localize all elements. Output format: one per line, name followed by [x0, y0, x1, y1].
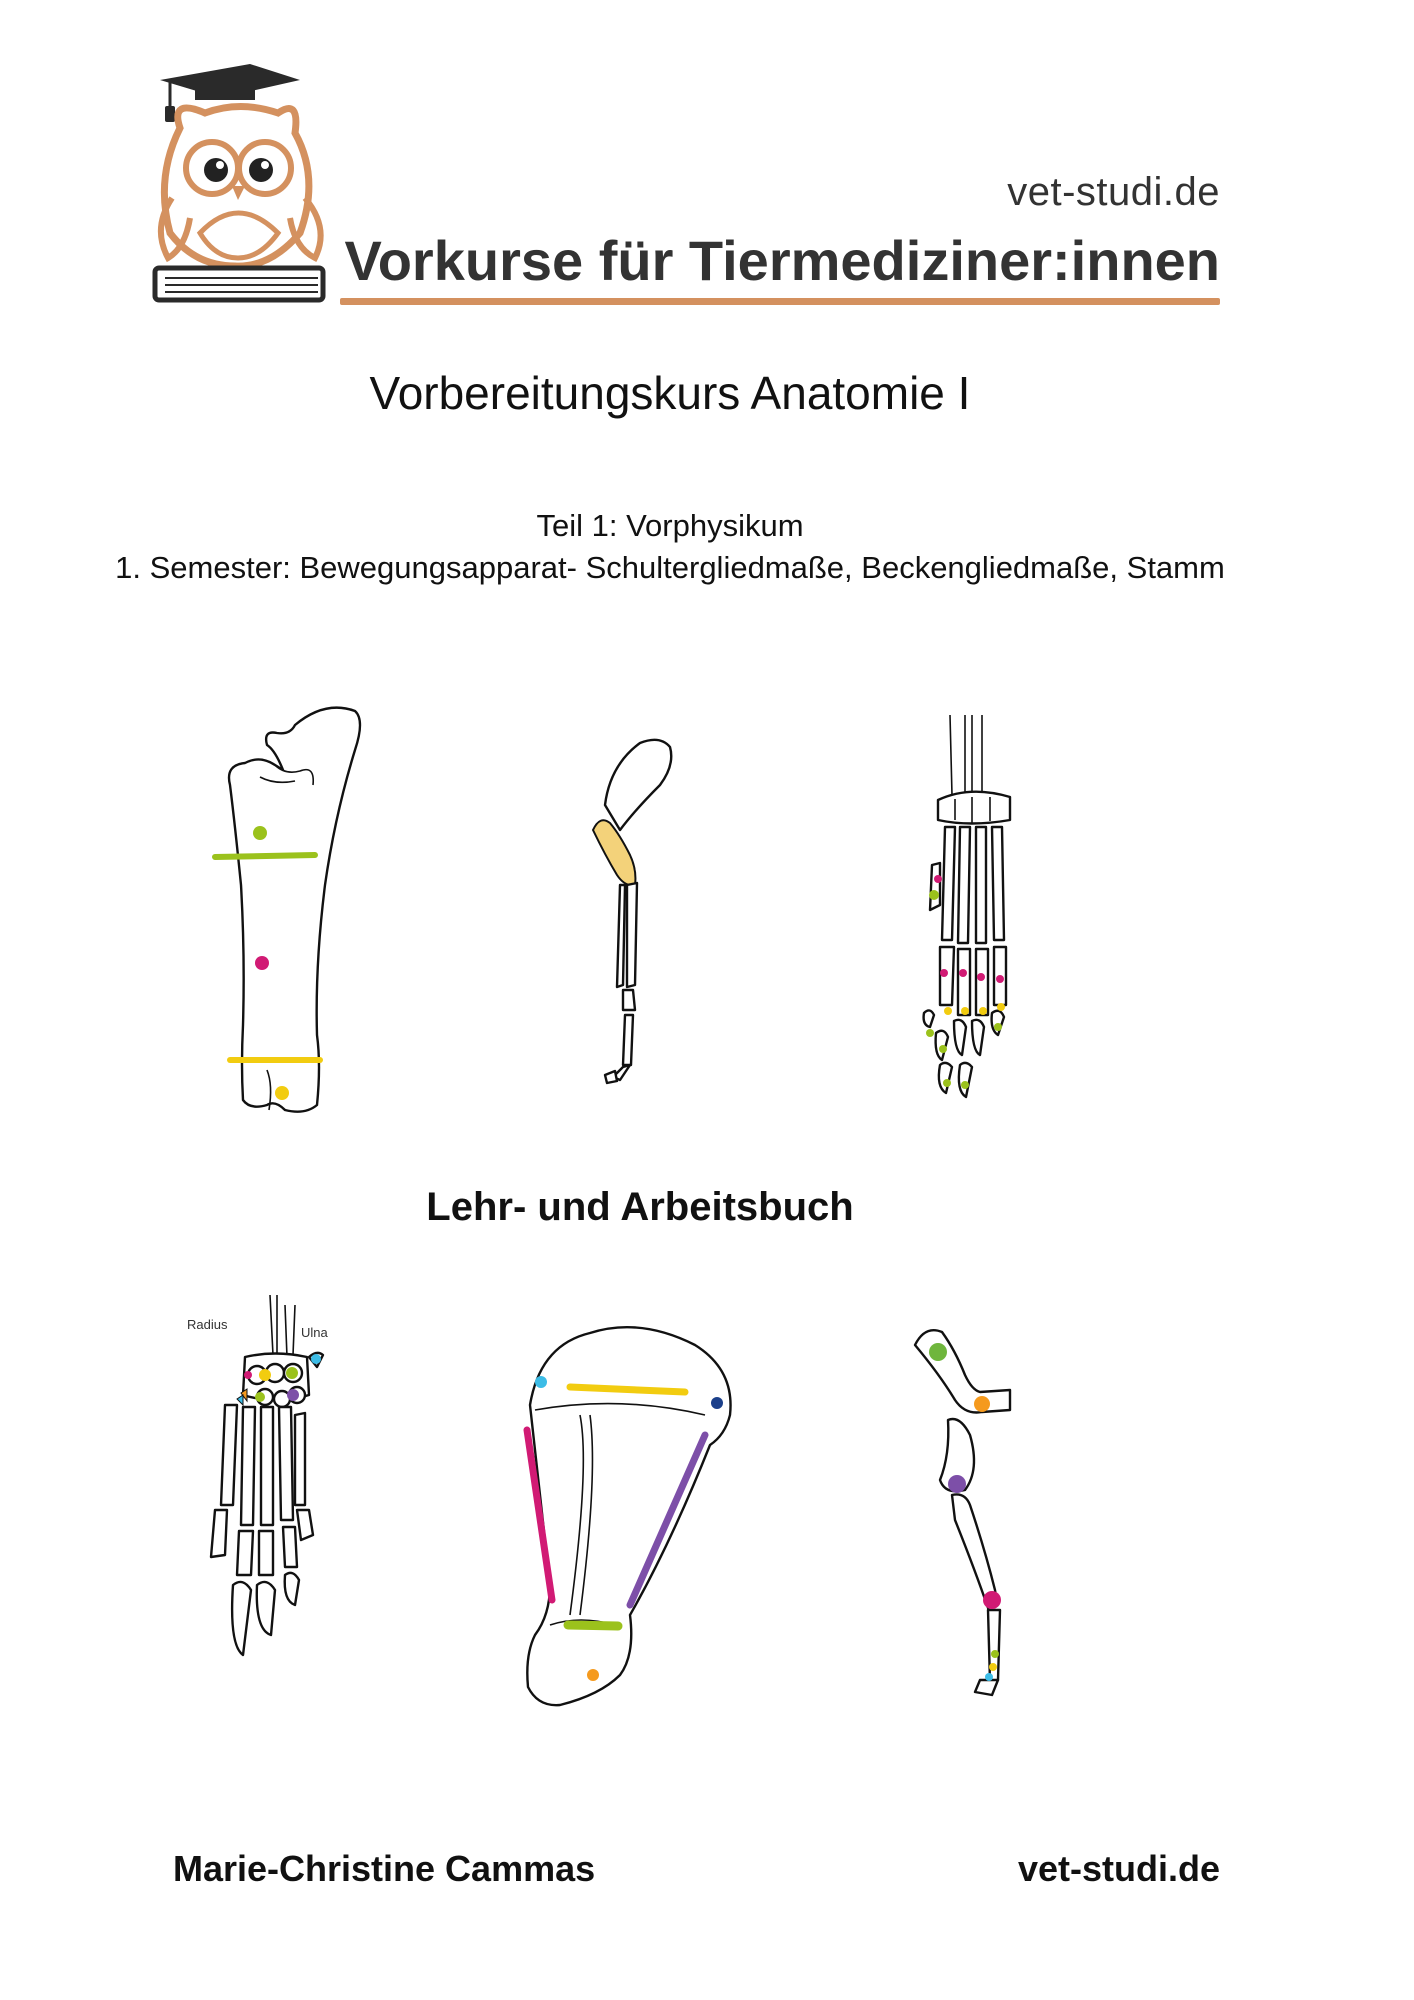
course-title: Vorbereitungskurs Anatomie I: [369, 367, 971, 419]
long-bone-illustration: [205, 705, 365, 1125]
owl-logo-icon: [150, 58, 350, 308]
course-part: Teil 1: Vorphysikum: [536, 508, 804, 543]
header-brand: Vorkurse für Tiermediziner:innen: [344, 229, 1220, 292]
author-name: Marie-Christine Cammas: [173, 1848, 596, 1889]
forelimb-joints-illustration: [910, 1320, 1030, 1700]
book-type: Lehr- und Arbeitsbuch: [426, 1185, 854, 1229]
footer-site: vet-studi.de: [1017, 1848, 1220, 1889]
header-divider: [340, 298, 1220, 305]
paw-skeleton-illustration: [910, 715, 1040, 1115]
header-site: vet-studi.de: [1007, 170, 1220, 214]
radius-label: Radius: [187, 1317, 228, 1332]
course-semester: 1. Semester: Bewegungsapparat- Schultergliedmaße, Beckengliedmaße, Stamm: [115, 550, 1225, 585]
scapula-illustration: [520, 1315, 750, 1715]
carpus-skeleton-illustration: [185, 1295, 335, 1675]
limb-skeleton-illustration: [565, 735, 685, 1085]
ulna-label: Ulna: [301, 1325, 328, 1340]
